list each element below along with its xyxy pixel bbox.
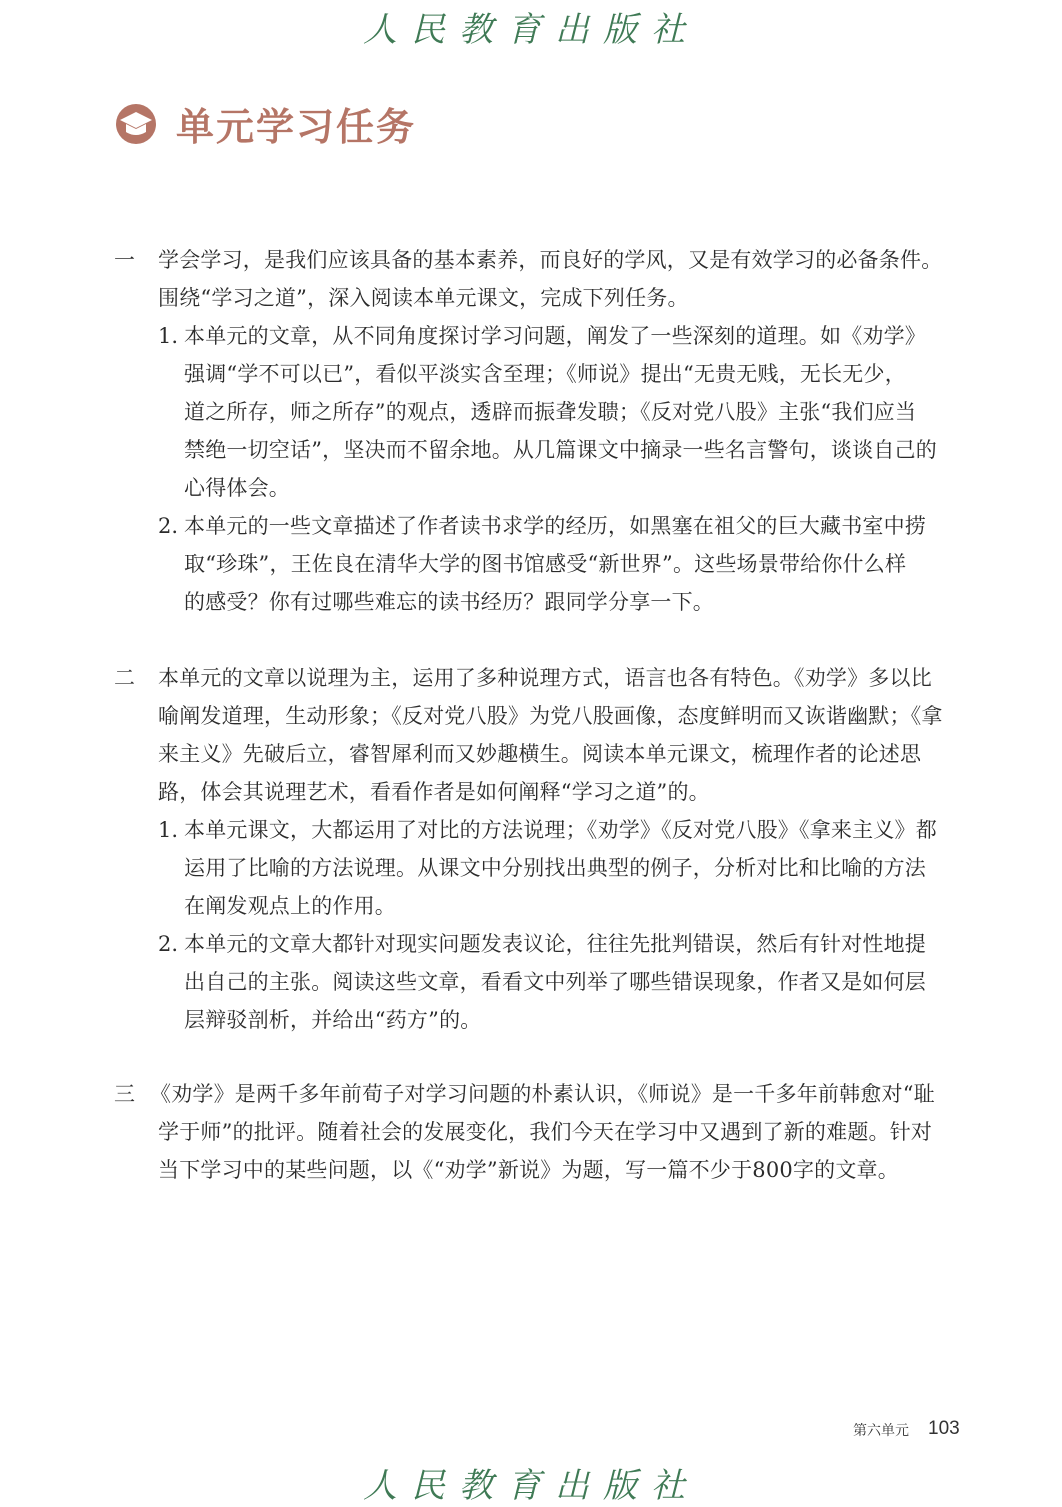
subtask-line: 的感受？你有过哪些难忘的读书经历？跟同学分享一下。 xyxy=(184,590,714,614)
task-marker: 三 xyxy=(114,1082,135,1106)
subtask-line: 在阐发观点上的作用。 xyxy=(184,894,396,918)
subtask-line: 道之所存，师之所存”的观点，透辟而振聋发聩；《反对党八股》主张“我们应当 xyxy=(184,400,917,424)
publisher-logo-bottom: 人民教育出版社 xyxy=(363,1466,699,1506)
task-line: 学会学习，是我们应该具备的基本素养，而良好的学风，又是有效学习的必备条件。 xyxy=(158,248,943,272)
subtask-line: 禁绝一切空话”，坚决而不留余地。从几篇课文中摘录一些名言警句，谈谈自己的 xyxy=(184,438,937,462)
task-line: 路，体会其说理艺术，看看作者是如何阐释“学习之道”的。 xyxy=(158,780,710,804)
task-marker: 二 xyxy=(114,666,135,690)
task-line: 围绕“学习之道”，深入阅读本单元课文，完成下列任务。 xyxy=(158,286,689,310)
task-line: 《劝学》是两千多年前荀子对学习问题的朴素认识，《师说》是一千多年前韩愈对“耻 xyxy=(150,1082,935,1106)
publisher-logo-top: 人民教育出版社 xyxy=(363,10,699,50)
subtask-line: 本单元课文，大都运用了对比的方法说理；《劝学》《反对党八股》《拿来主义》都 xyxy=(184,818,937,842)
subtask-marker: 1. xyxy=(158,818,179,842)
task-line: 喻阐发道理，生动形象；《反对党八股》为党八股画像，态度鲜明而又诙谐幽默；《拿 xyxy=(158,704,943,728)
task-marker: 一 xyxy=(114,248,135,272)
page-number: 103 xyxy=(928,1418,960,1439)
task-line: 本单元的文章以说理为主，运用了多种说理方式，语言也各有特色。《劝学》多以比 xyxy=(158,666,932,690)
subtask-line: 层辩驳剖析，并给出“药方”的。 xyxy=(184,1008,482,1032)
subtask-line: 出自己的主张。阅读这些文章，看看文中列举了哪些错误现象，作者又是如何层 xyxy=(184,970,926,994)
subtask-line: 本单元的文章大都针对现实问题发表议论，往往先批判错误，然后有针对性地提 xyxy=(184,932,926,956)
page-title: 单元学习任务 xyxy=(176,105,417,149)
graduation-cap-icon xyxy=(114,102,158,146)
subtask-line: 心得体会。 xyxy=(184,476,290,500)
subtask-marker: 2. xyxy=(158,514,179,538)
subtask-marker: 1. xyxy=(158,324,179,348)
subtask-line: 本单元的一些文章描述了作者读书求学的经历，如黑塞在祖父的巨大藏书室中捞 xyxy=(184,514,926,538)
task-line: 学于师”的批评。随着社会的发展变化，我们今天在学习中又遇到了新的难题。针对 xyxy=(158,1120,933,1144)
unit-label: 第六单元 xyxy=(853,1423,909,1439)
subtask-line: 强调“学不可以已”，看似平淡实含至理；《师说》提出“无贵无贱，无长无少， xyxy=(184,362,906,386)
subtask-marker: 2. xyxy=(158,932,179,956)
subtask-line: 取“珍珠”，王佐良在清华大学的图书馆感受“新世界”。这些场景带给你什么样 xyxy=(184,552,907,576)
task-line: 来主义》先破后立，睿智犀利而又妙趣横生。阅读本单元课文，梳理作者的论述思 xyxy=(158,742,922,766)
section-heading xyxy=(114,96,416,151)
subtask-line: 运用了比喻的方法说理。从课文中分别找出典型的例子，分析对比和比喻的方法 xyxy=(184,856,926,880)
task-line: 当下学习中的某些问题，以《“劝学”新说》为题，写一篇不少于800字的文章。 xyxy=(158,1158,899,1182)
subtask-line: 本单元的文章，从不同角度探讨学习问题，阐发了一些深刻的道理。如《劝学》 xyxy=(184,324,926,348)
